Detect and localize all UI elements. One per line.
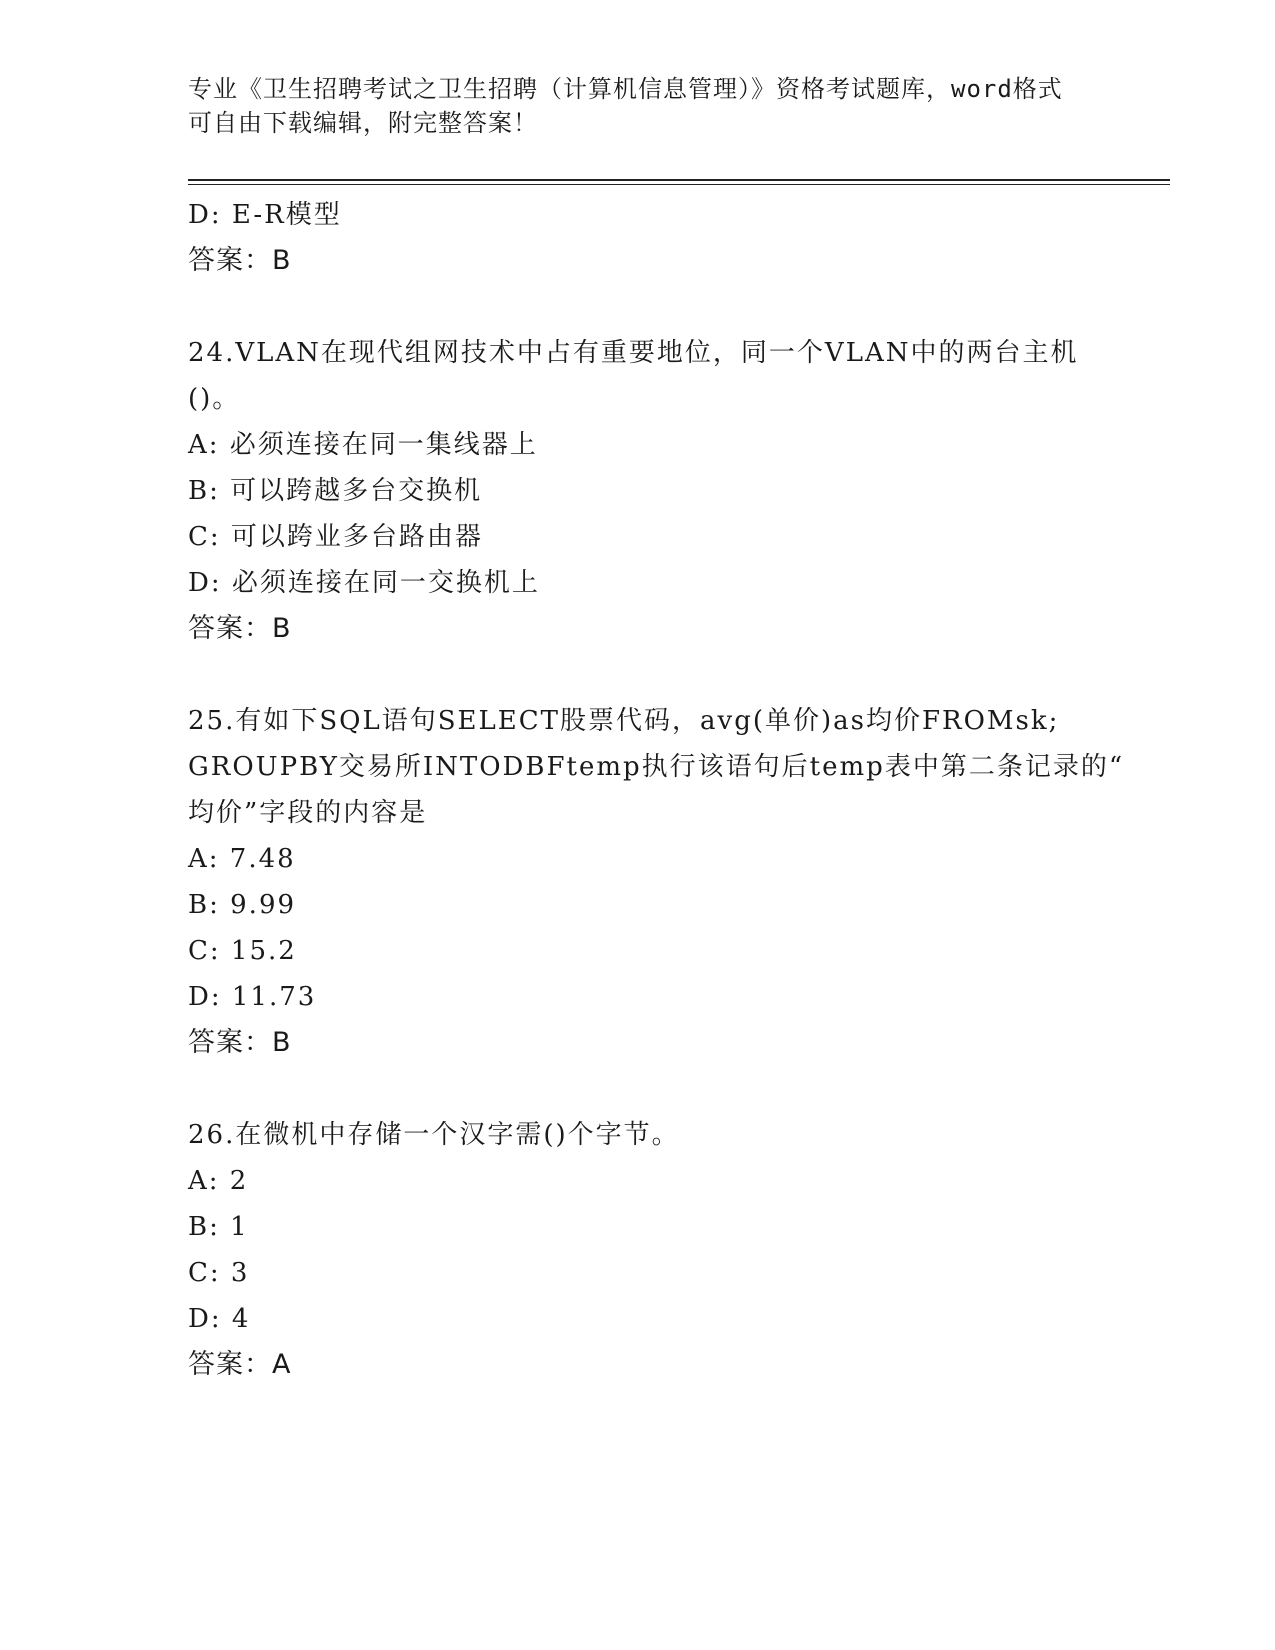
question-stem: 均价”字段的内容是 (188, 798, 428, 828)
option-d: D: 4 (188, 1304, 251, 1334)
option-a: A: 7.48 (188, 844, 296, 874)
header-divider-thick (188, 179, 1170, 181)
question-stem: 24.VLAN在现代组网技术中占有重要地位，同一个VLAN中的两台主机 (188, 338, 1079, 368)
option-d: D: 必须连接在同一交换机上 (188, 568, 540, 598)
question-24 (188, 330, 1088, 652)
option-c: C: 可以跨业多台路由器 (188, 522, 483, 552)
header-line-2: 可自由下载编辑，附完整答案！ (188, 109, 538, 137)
question-stem: ()。 (188, 384, 241, 414)
question-content (188, 192, 1125, 1388)
option-a: A: 必须连接在同一集线器上 (188, 430, 538, 460)
question-25 (188, 698, 1125, 1066)
spacer (188, 652, 1088, 698)
option-a: A: 2 (188, 1166, 249, 1196)
option-c: C: 3 (188, 1258, 250, 1288)
answer-line: 答案：B (188, 245, 292, 276)
document-header (188, 72, 1088, 140)
option-b: B: 可以跨越多台交换机 (188, 476, 483, 506)
answer-line: 答案：A (188, 1349, 292, 1380)
option-b: B: 1 (188, 1212, 249, 1242)
answer-line: 答案：B (188, 613, 292, 644)
spacer (188, 1066, 1088, 1112)
header-divider-thin (188, 184, 1170, 185)
option-b: B: 9.99 (188, 890, 297, 920)
option-c: C: 15.2 (188, 936, 297, 966)
answer-line: 答案：B (188, 1027, 292, 1058)
previous-question-tail (188, 192, 1088, 284)
option-d: D: E-R模型 (188, 200, 342, 230)
option-d: D: 11.73 (188, 982, 317, 1012)
spacer (188, 284, 1088, 330)
question-stem: 26.在微机中存储一个汉字需()个字节。 (188, 1120, 680, 1150)
question-26 (188, 1112, 1088, 1388)
header-line-1: 专业《卫生招聘考试之卫生招聘（计算机信息管理）》资格考试题库，word格式 (188, 75, 1063, 103)
question-stem: 25.有如下SQL语句SELECT股票代码，avg(单价)as均价FROMsk; (188, 706, 1060, 736)
question-stem: GROUPBY交易所INTODBFtemp执行该语句后temp表中第二条记录的“ (188, 752, 1125, 782)
